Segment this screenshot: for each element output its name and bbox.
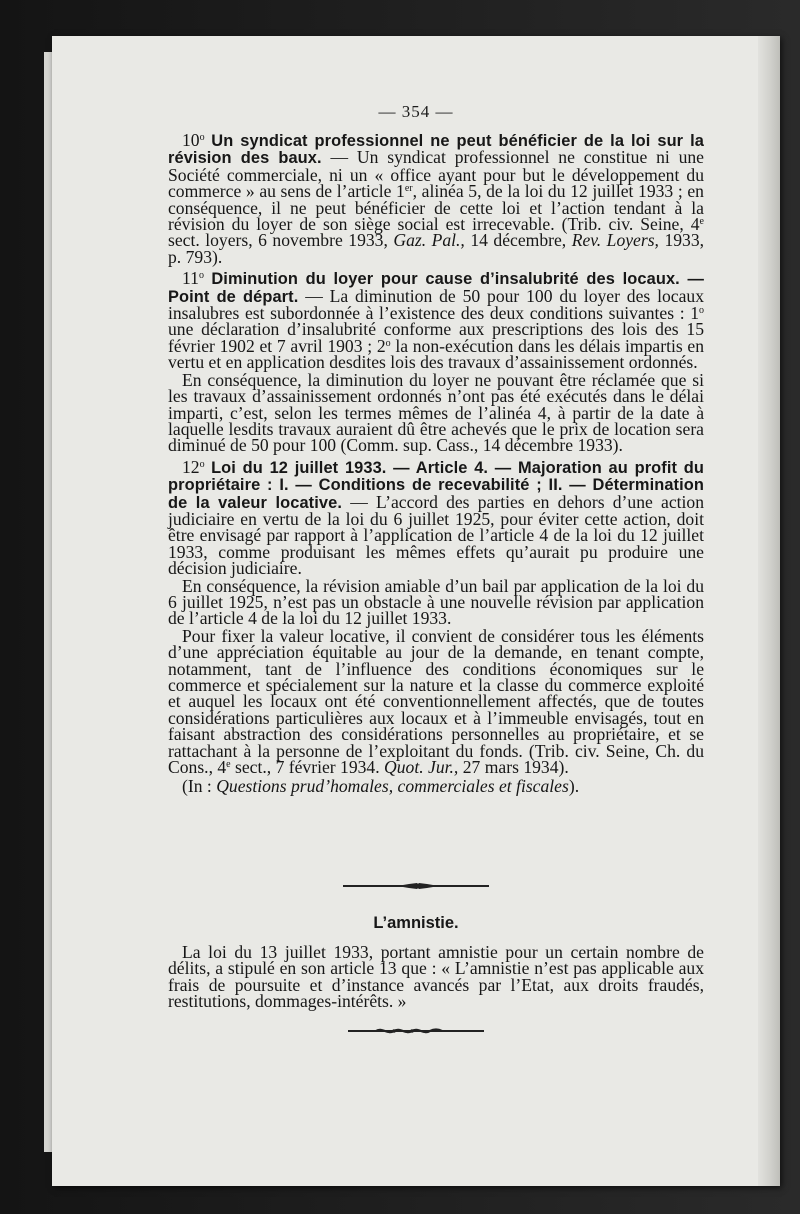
entry-number: 12 (182, 456, 200, 477)
ornament-rule (348, 1027, 484, 1035)
citation-ref: Gaz. Pal., (393, 230, 465, 251)
entry-heading: Un syndicat professionnel ne peut bénéficier de la loi sur la révision des baux. (168, 132, 704, 168)
section-title: L’amnistie. (373, 914, 459, 932)
entry-heading: Diminution du loyer pour cause d’insalubrité des locaux. — Point de départ. (168, 270, 704, 306)
entry-11: 11$^o$ Diminution du loyer pour cause d’insalubrité des locaux. — Point de départ. — La diminution de 50 pour 100 du loyer des locaux insalubres est subordonnée à l’existence des deux conditions suivantes : 1$^o$ une déclaration d’insalubrité conforme aux prescriptions des lois des 15 février 1902 et 7 avril 1903 ; 2$^o$ la non-exécution dans les délais impartis en vertu et en application desdites lois des travaux d’assainissement ordonnés. (168, 268, 705, 373)
amnesty-text-block (168, 944, 704, 1010)
source-title: Questions prud’homales, commerciales et fiscales (216, 776, 569, 797)
amnesty-paragraph: La loi du 13 juillet 1933, portant amnistie pour un certain nombre de délits, a stipulé en son article 13 que : « L’amnistie n’est pas applicable aux frais de poursuite et d’instance avancés par l’Etat, aux droits fraudés, restitutions, dommages-intérêts. » (168, 942, 704, 1012)
page-right-edge (758, 36, 780, 1186)
end-divider (52, 1027, 780, 1035)
main-text (168, 132, 704, 795)
ornament-rule (343, 882, 489, 890)
ornament-flourish-icon (374, 1027, 444, 1035)
entry-12-paragraph-3: Pour fixer la valeur locative, il convient de considérer tous les éléments d’une appréciation équitable au jour de la demande, en tenant compte, notamment, tant de l’influence des conditions économiques sur le commerce et spécialement sur la nature et la classe du commerce exploité et auquel les locaux ont été conventionnellement affectés, que de toutes considérations particulières aux locaux et à l’immeuble envisagés, tout en faisant abstraction des considérations personnelles au propriétaire, et se rattachant à la personne de l’exploitant du fonds. (Trib. civ. Seine, Ch. du Cons., 4e sect., 7 février 1934. Quot. Jur., 27 mars 1934). (168, 625, 704, 778)
entry-number: 11 (182, 268, 199, 289)
section-divider (52, 882, 780, 890)
citation-ref: Rev. Loyers, (571, 230, 659, 251)
entry-12: 12$^o$ Loi du 12 juillet 1933. — Article 4. — Majoration au profit du propriétaire : I. — Conditions de recevabilité ; II. — Détermination de la valeur locative. — L’accord des parties en dehors d’une action judiciaire en vertu de la loi du 6 juillet 1925, pour éviter cette action, doit être envisagé par rapport à l’application de l’article 4 de la loi du 12 juillet 1933, comme produisant les mêmes effets qu’aurait pu produire une décision judiciaire. (168, 456, 705, 579)
entry-number: 10 (182, 130, 200, 150)
entry-10: 10$^o$ Un syndicat professionnel ne peut bénéficier de la loi sur la révision des baux. — Un syndicat professionnel ne constitue ni une Société commerciale, ni un « office ayant pour but le développement du commerce » au sens de l’article 1er, alinéa 5, de la loi du 12 juillet 1933 ; en conséquence, il ne peut bénéficier de cette loi et l’action tendant à la révision du loyer de son siège social est irrecevable. (Trib. civ. Seine, 4e sect. loyers, 6 novembre 1933, Gaz. Pal., 14 décembre, Rev. Loyers, 1933, p. 793). (168, 130, 705, 267)
entry-12-paragraph-2: En conséquence, la révision amiable d’un bail par application de la loi du 6 juillet 1925, n’est pas un obstacle à une nouvelle révision par application de l’article 4 de la loi du 12 juillet 1933. (168, 575, 704, 629)
source-note: (In : Questions prud’homales, commerciales et fiscales). (182, 776, 580, 797)
entry-heading: Loi du 12 juillet 1933. — Article 4. — Majoration au profit du propriétaire : I. — Conditions de recevabilité ; II. — Détermination de la valeur locative. (168, 458, 704, 512)
citation-ref: Quot. Jur., (384, 757, 459, 778)
page-number: — 354 — (378, 102, 454, 121)
book-page (52, 36, 780, 1186)
ornament-knot-icon (397, 882, 439, 890)
entry-11-paragraph-2: En conséquence, la diminution du loyer ne pouvant être réclamée que si les travaux d’assainissement ordonnés n’ont pas été exécutés dans le délai imparti, c’est, selon les termes mêmes de l’alinéa 4, à partir de la date à laquelle lesdits travaux auraient dû être achevés que le prix de location sera diminué de 50 pour 100 (Comm. sup. Cass., 14 décembre 1933). (168, 369, 704, 456)
